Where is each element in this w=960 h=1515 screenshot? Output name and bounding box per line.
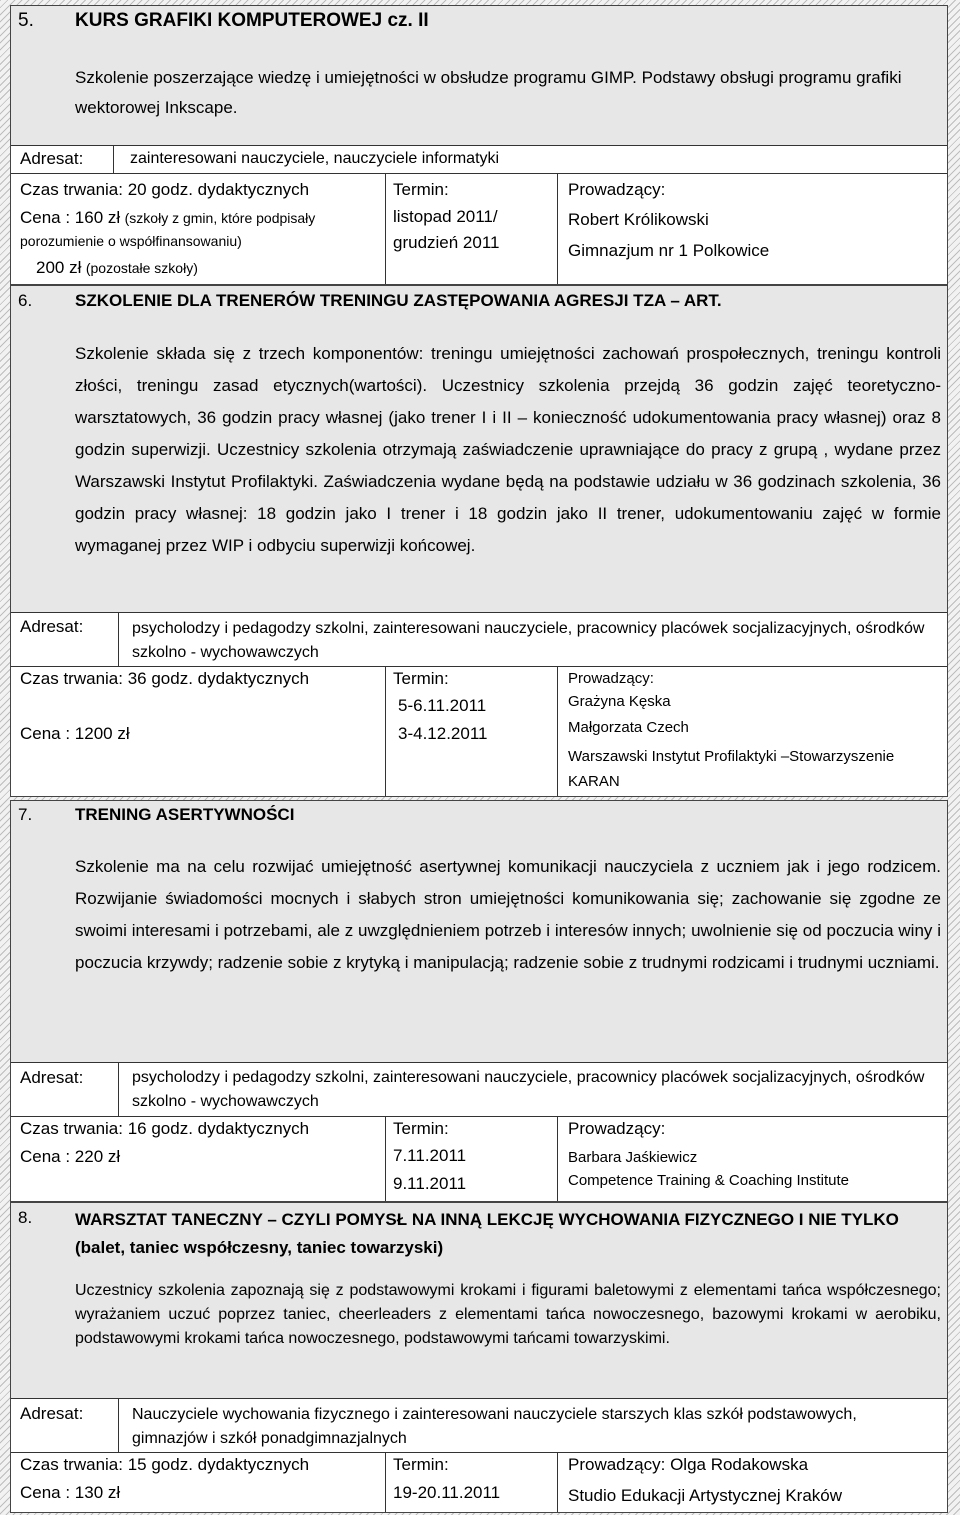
instructor-label: Prowadzący:: [568, 1455, 666, 1474]
adresat-label: Adresat:: [20, 617, 84, 636]
section-8-frame: [10, 1202, 948, 1513]
section-6-frame: [10, 285, 948, 797]
section-5-frame: [10, 5, 948, 285]
duration: Czas trwania: 20 godz. dydaktycznych: [20, 180, 310, 199]
price-note: (szkoły z gmin, które podpisały porozumienie o współfinansowaniu): [20, 210, 316, 249]
instructor-line: Robert Królikowski: [568, 210, 709, 229]
instructor-org: Studio Edukacji Artystycznej Kraków: [568, 1486, 843, 1505]
section-7-title: TRENING ASERTYWNOŚCI: [75, 805, 295, 824]
termin-line: grudzień 2011: [393, 233, 500, 252]
termin-label: Termin:: [393, 1119, 449, 1138]
termin-line: 3-4.12.2011: [398, 724, 488, 743]
termin-line: listopad 2011/: [393, 207, 498, 226]
price-alt: 200 zł: [36, 258, 82, 277]
duration: Czas trwania: 36 godz. dydaktycznych: [20, 669, 310, 688]
section-7-frame: [10, 800, 948, 1202]
instructor-name: Olga Rodakowska: [670, 1455, 809, 1474]
termin-value: 19-20.11.2011: [393, 1483, 501, 1502]
termin-label: Termin:: [393, 1455, 449, 1474]
adresat-value: psycholodzy i pedagodzy szkolni, zainteresowani nauczyciele, pracownicy placówek socjalizacyjnych, ośrodków szkolno - wychowawczych: [132, 620, 925, 661]
instructor-line: Małgorzata Czech: [568, 719, 689, 736]
instructor-line: Grażyna Kęska: [568, 693, 671, 710]
section-8-number: 8.: [18, 1208, 33, 1227]
duration: Czas trwania: 16 godz. dydaktycznych: [20, 1119, 310, 1138]
section-8-title: WARSZTAT TANECZNY – CZYLI POMYSŁ NA INNĄ LEKCJĘ WYCHOWANIA FIZYCZNEGO I NIE TYLKO (balet, taniec współczesny, taniec towarzyski): [75, 1210, 899, 1257]
price: Cena : 160 zł: [20, 208, 121, 227]
adresat-label: Adresat:: [20, 149, 84, 168]
termin-label: Termin:: [393, 180, 449, 199]
section-8-description: Uczestnicy szkolenia zapoznają się z podstawowymi krokami i figurami baletowymi z elementami tańca współczesnego; wyrażaniem uczuć poprzez taniec, cheerleaders z elementami tańca nowoczesnego, bazowymi krokami w aerobiku, podstawowymi krokami tańca nowoczesnego, podstawowymi tańcami towarzyskimi.: [75, 1282, 941, 1347]
termin-line: 5-6.11.2011: [398, 696, 487, 715]
section-7-description: Szkolenie ma na celu rozwijać umiejętność asertywnej komunikacji nauczyciela z uczniem jak i jego rodzicem. Rozwijanie świadomości mocnych i słabych stron umiejętności komunikowania się; zachowanie się zgodne ze swoimi interesami i potrzebami, ale z uwzględnieniem potrzeb i interesów innych; uwolnienie się od poczucia winy i poczucia krzywdy; radzenie sobie z krytyką i manipulacją; radzenie sobie z trudnymi rodzicami i trudnymi uczniami.: [75, 857, 941, 972]
instructor-line: Warszawski Instytut Profilaktyki –Stowarzyszenie KARAN: [568, 748, 895, 790]
adresat-value: zainteresowani nauczyciele, nauczyciele informatyki: [130, 150, 500, 167]
instructor-line: Barbara Jaśkiewicz: [568, 1149, 698, 1166]
instructor-label: Prowadzący:: [568, 1119, 666, 1138]
instructor-line: Gimnazjum nr 1 Polkowice: [568, 241, 770, 260]
adresat-value: psycholodzy i pedagodzy szkolni, zainteresowani nauczyciele, pracownicy placówek socjalizacyjnych, ośrodków szkolno - wychowawczych: [132, 1069, 925, 1110]
section-6-description: Szkolenie składa się z trzech komponentów: treningu umiejętności zachowań prospołecznych, treningu kontroli złości, treningu zasad etycznych(wartości). Uczestnicy szkolenia przejdą 36 godzin zajęć teoretyczno- warsztatowych, 36 godzin pracy własnej (jako trener I i II – konieczność udokumentowania pracy własnej) oraz 8 godzin superwizji. Uczestnicy szkolenia otrzymają zaświadczenie uprawniające do pracy z grupą , wydane przez Warszawski Instytut Profilaktyki. Zaświadczenia wydane będą na podstawie udziału w 36 godzinach szkolenia, 36 godzin pracy własnej: 18 godzin jako I trener i 18 godzin jako II trener, udokumentowaniu zajęć w formie wymaganej przez WIP i odbyciu superwizji końcowej.: [75, 344, 941, 555]
duration: Czas trwania: 15 godz. dydaktycznych: [20, 1455, 310, 1474]
price: Cena : 220 zł: [20, 1147, 121, 1166]
termin-line: 9.11.2011: [393, 1174, 467, 1193]
adresat-label: Adresat:: [20, 1404, 84, 1423]
section-5-description: Szkolenie poszerzające wiedzę i umiejętności w obsłudze programu GIMP. Podstawy obsługi programu grafiki wektorowej Inkscape.: [75, 68, 902, 117]
price-alt-note: (pozostałe szkoły): [85, 260, 198, 276]
section-5-title: KURS GRAFIKI KOMPUTEROWEJ cz. II: [75, 10, 429, 31]
section-6-title: SZKOLENIE DLA TRENERÓW TRENINGU ZASTĘPOWANIA AGRESJI TZA – ART.: [75, 291, 722, 310]
section-6-number: 6.: [18, 291, 33, 310]
instructor-label: Prowadzący:: [568, 180, 666, 199]
instructor-line: Competence Training & Coaching Institute: [568, 1172, 849, 1189]
section-5-number: 5.: [18, 10, 34, 31]
termin-line: 7.11.2011: [393, 1146, 467, 1165]
adresat-value: Nauczyciele wychowania fizycznego i zainteresowani nauczyciele starszych klas szkół podstawowych, gimnazjów i szkół ponadgimnazjalnych: [132, 1406, 857, 1447]
instructor-label: Prowadzący:: [568, 670, 654, 687]
adresat-label: Adresat:: [20, 1068, 84, 1087]
section-7-number: 7.: [18, 805, 33, 824]
price: Cena : 130 zł: [20, 1483, 121, 1502]
price: Cena : 1200 zł: [20, 724, 130, 743]
termin-label: Termin:: [393, 669, 449, 688]
